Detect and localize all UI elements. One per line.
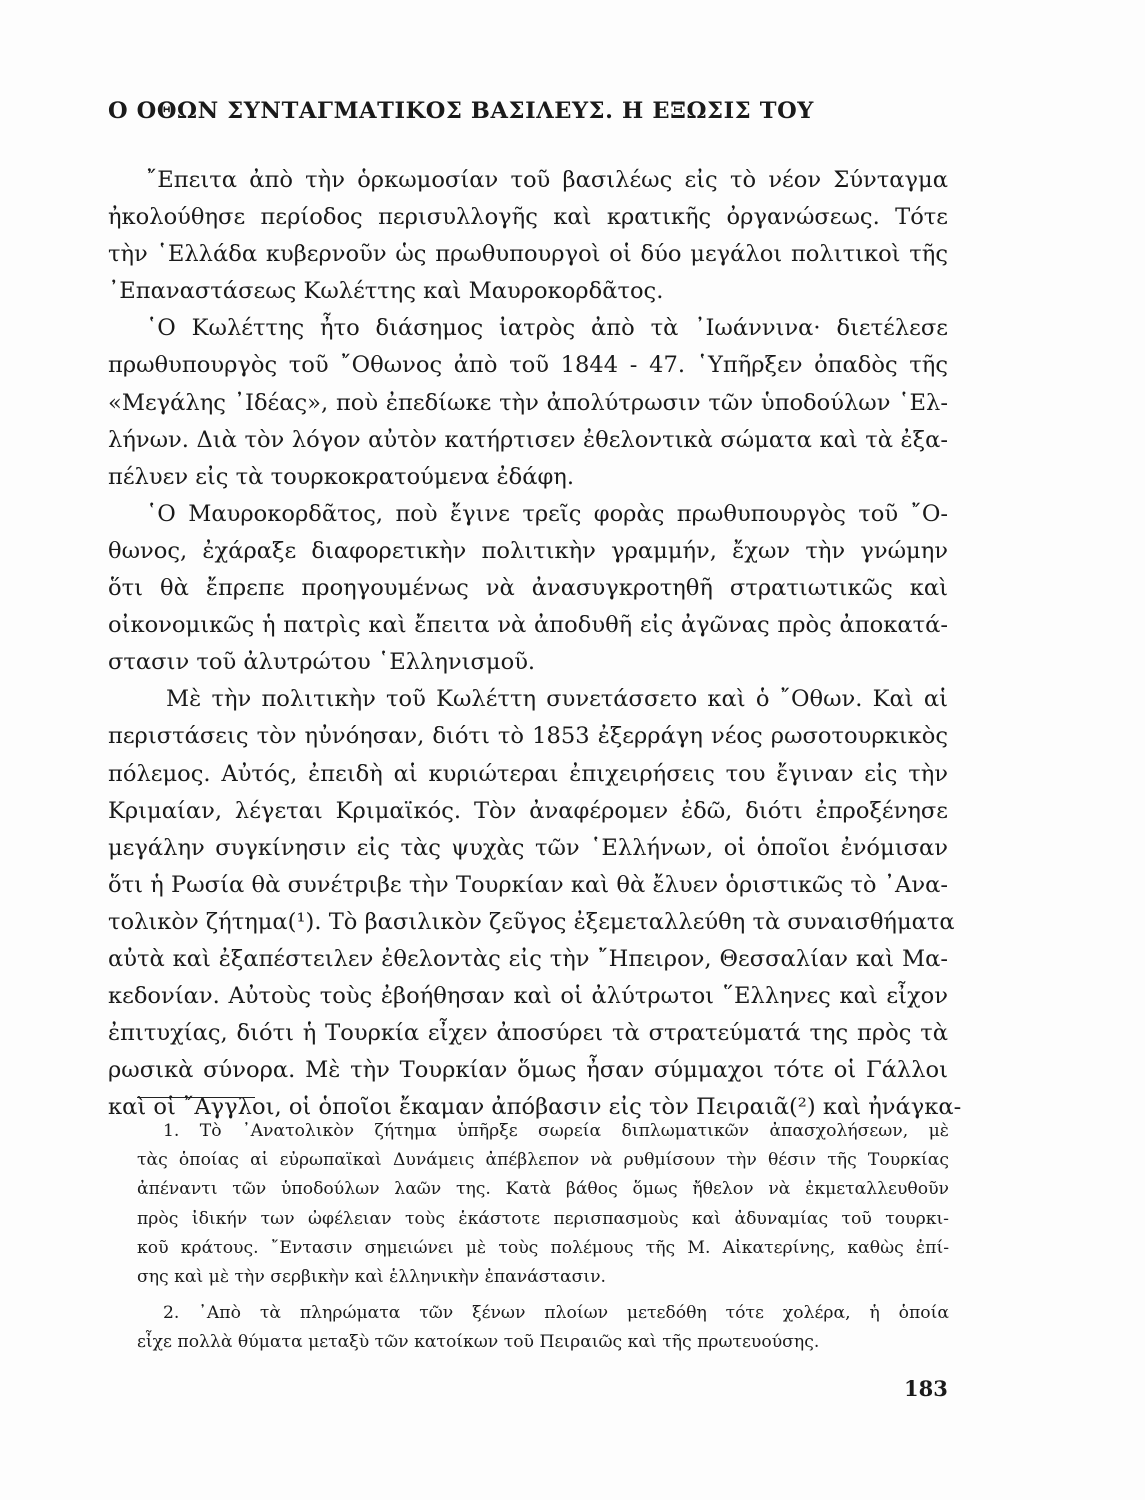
footnote-line: 2. ᾿Απὸ τὰ πληρώματα τῶν ξένων πλοίων μετεδόθη τότε χολέρα, ἡ ὁποία [163, 1303, 949, 1324]
text-line: ἐπιτυχίας, διότι ἡ Τουρκία εἶχεν ἀποσύρει τὰ στρατεύματά της πρὸς τὰ [108, 1020, 948, 1047]
text-line: ῾Ο Μαυροκορδᾶτος, ποὺ ἔγινε τρεῖς φορὰς πρωθυπουργὸς τοῦ ῎Ο- [146, 500, 948, 527]
footnote-line: 1. Τὸ ᾿Ανατολικὸν ζήτημα ὑπῆρξε σωρεία διπλωματικῶν ἀπασχολήσεων, μὲ [163, 1121, 949, 1141]
text-line: καὶ οἱ ῎Αγγλοι, οἱ ὁποῖοι ἔκαμαν ἀπόβασιν εἰς τὸν Πειραιᾶ(²) καὶ ἠνάγκα- [108, 1094, 962, 1121]
text-line: ὅτι ἡ Ρωσία θὰ συνέτριβε τὴν Τουρκίαν καὶ θὰ ἔλυεν ὁριστικῶς τὸ ᾿Ανα- [108, 871, 948, 898]
text-line: πρωθυπουργὸς τοῦ ῎Οθωνος ἀπὸ τοῦ 1844 - 47. ῾Υπῆρξεν ὀπαδὸς τῆς [108, 352, 948, 379]
footnote-line: κοῦ κράτους. ῎Εντασιν σημειώνει μὲ τοὺς πολέμους τῆς Μ. Αἰκατερίνης, καθὼς ἐπί- [137, 1237, 949, 1258]
text-line: ρωσικὰ σύνορα. Μὲ τὴν Τουρκίαν ὅμως ἦσαν σύμμαχοι τότε οἱ Γάλλοι [108, 1057, 948, 1084]
text-line: ᾿Επαναστάσεως Κωλέττης καὶ Μαυροκορδᾶτος. [108, 278, 664, 305]
text-line: ὅτι θὰ ἔπρεπε προηγουμένως νὰ ἀνασυγκροτηθῆ στρατιωτικῶς καὶ [108, 575, 948, 602]
text-line: τολικὸν ζήτημα(¹). Τὸ βασιλικὸν ζεῦγος ἐξεμεταλλεύθη τὰ συναισθήματα [108, 908, 955, 935]
footnote-line: τὰς ὁποίας αἱ εὐρωπαϊκαὶ Δυνάμεις ἀπέβλεπον νὰ ρυθμίσουν τὴν θέσιν τῆς Τουρκίας [137, 1150, 949, 1171]
chapter-title: Ο ΟΘΩΝ ΣΥΝΤΑΓΜΑΤΙΚΟΣ ΒΑΣΙΛΕΥΣ. Η ΕΞΩΣΙΣ ΤΟΥ [108, 98, 814, 124]
text-line: ῾Ο Κωλέττης ἦτο διάσημος ἰατρὸς ἀπὸ τὰ ᾿Ιωάννινα· διετέλεσε [146, 315, 948, 342]
footnote-line: πρὸς ἰδικήν των ὠφέλειαν τοὺς ἑκάστοτε περισπασμοὺς καὶ ἀδυναμίας τοῦ τουρκι- [137, 1208, 949, 1229]
text-line: αὐτὰ καὶ ἐξαπέστειλεν ἐθελοντὰς εἰς τὴν ῎Ηπειρον, Θεσσαλίαν καὶ Μα- [108, 945, 948, 972]
text-line: ἠκολούθησε περίοδος περισυλλογῆς καὶ κρατικῆς ὀργανώσεως. Τότε [108, 204, 948, 231]
text-line: ῎Επειτα ἀπὸ τὴν ὁρκωμοσίαν τοῦ βασιλέως εἰς τὸ νέον Σύνταγμα [146, 167, 948, 193]
text-line: θωνος, ἐχάραξε διαφορετικὴν πολιτικὴν γραμμήν, ἔχων τὴν γνώμην [108, 537, 948, 564]
text-line: πόλεμος. Αὐτός, ἐπειδὴ αἱ κυριώτεραι ἐπιχειρήσεις του ἔγιναν εἰς τὴν [108, 760, 948, 787]
text-line: μεγάλην συγκίνησιν εἰς τὰς ψυχὰς τῶν ῾Ελλήνων, οἱ ὁποῖοι ἐνόμισαν [108, 834, 948, 861]
text-line: πέλυεν εἰς τὰ τουρκοκρατούμενα ἐδάφη. [108, 463, 574, 490]
text-line: περιστάσεις τὸν ηὐνόησαν, διότι τὸ 1853 ἐξερράγη νέος ρωσοτουρκικὸς [108, 723, 948, 750]
footnotes [137, 1117, 949, 1358]
text-line: στασιν τοῦ ἀλυτρώτου ῾Ελληνισμοῦ. [108, 649, 536, 676]
footnote-line: ἀπέναντι τῶν ὑποδούλων λαῶν της. Κατὰ βάθος ὅμως ἤθελον νὰ ἐκμεταλλευθοῦν [137, 1179, 949, 1200]
footnote-line: εἶχε πολλὰ θύματα μεταξὺ τῶν κατοίκων τοῦ Πειραιῶς καὶ τῆς πρωτευούσης. [137, 1332, 820, 1353]
text-line: τὴν ῾Ελλάδα κυβερνοῦν ὡς πρωθυπουργοὶ οἱ δύο μεγάλοι πολιτικοὶ τῆς [108, 241, 948, 268]
footnote-divider [137, 1097, 255, 1098]
footnote-line: σης καὶ μὲ τὴν σερβικὴν καὶ ἑλληνικὴν ἐπανάστασιν. [137, 1266, 607, 1287]
text-line: Κριμαίαν, λέγεται Κριμαϊκός. Τὸν ἀναφέρομεν ἐδῶ, διότι ἐπροξένησε [108, 797, 948, 824]
text-line: «Μεγάλης ᾿Ιδέας», ποὺ ἐπεδίωκε τὴν ἀπολύτρωσιν τῶν ὑποδούλων ῾Ελ- [108, 389, 948, 416]
text-line: οἰκονομικῶς ἡ πατρὶς καὶ ἔπειτα νὰ ἀποδυθῆ εἰς ἀγῶνας πρὸς ἀποκατά- [108, 612, 948, 639]
body-text [108, 162, 962, 1126]
footnote-gap [137, 1292, 949, 1299]
page-number: 183 [904, 1376, 948, 1401]
text-line: λήνων. Διὰ τὸν λόγον αὐτὸν κατήρτισεν ἐθελοντικὰ σώματα καὶ τὰ ἐξα- [108, 426, 948, 453]
text-line: κεδονίαν. Αὐτοὺς τοὺς ἐβοήθησαν καὶ οἱ ἀλύτρωτοι ῞Ελληνες καὶ εἶχον [108, 983, 948, 1010]
text-line: Μὲ τὴν πολιτικὴν τοῦ Κωλέττη συνετάσσετο καὶ ὁ ῎Οθων. Καὶ αἱ [166, 686, 948, 713]
